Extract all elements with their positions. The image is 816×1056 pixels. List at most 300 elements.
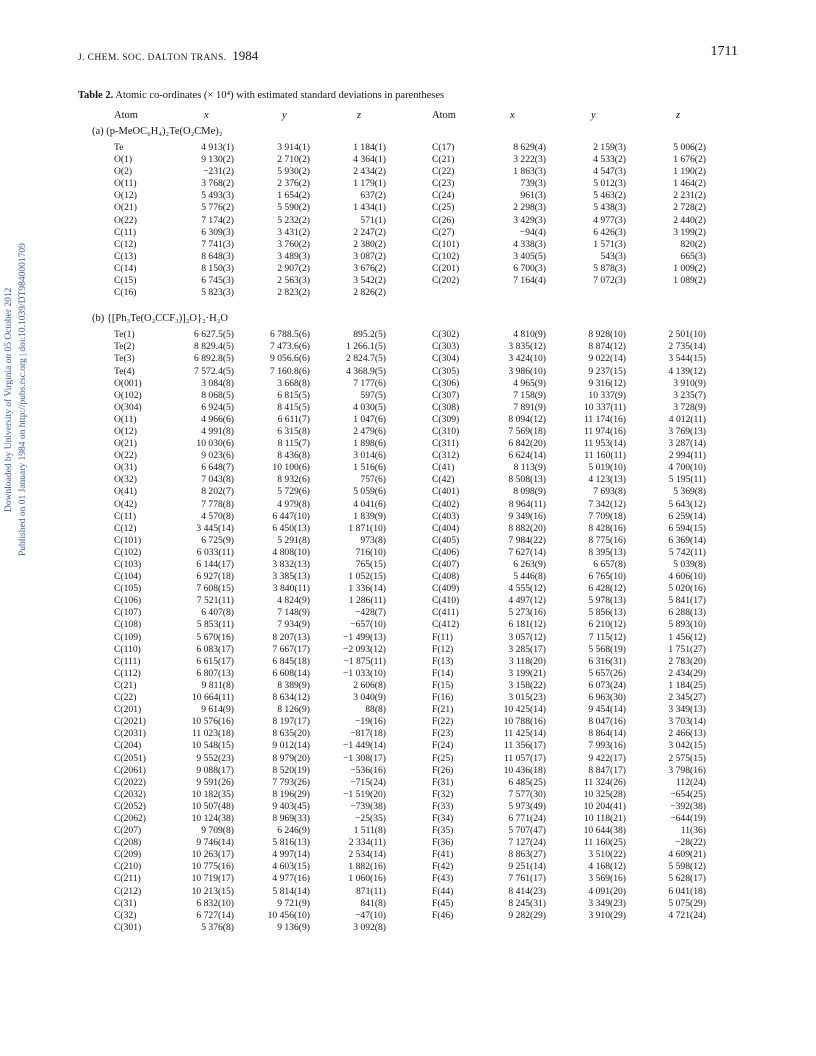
table-row	[0, 740, 816, 752]
cell-z: 6 041(18)	[668, 885, 706, 897]
cell-atom: C(207)	[114, 825, 142, 837]
cell-z: −1 519(20)	[343, 788, 386, 800]
cell-y: 6 428(12)	[588, 583, 626, 595]
cell-atom: C(27)	[432, 226, 455, 238]
cell-y: 5 856(13)	[588, 607, 626, 619]
cell-atom: C(108)	[114, 619, 142, 631]
cell-z: 5 893(10)	[668, 619, 706, 631]
cell-z: 1 184(25)	[668, 679, 706, 691]
col-header-z-2: z	[676, 110, 681, 121]
cell-z: 1 516(6)	[353, 462, 386, 474]
cell-y: 2 907(2)	[277, 262, 310, 274]
cell-atom: C(403)	[432, 510, 460, 522]
cell-z: 973(8)	[360, 534, 386, 546]
cell-y: 2 710(2)	[277, 154, 310, 166]
table-row	[0, 511, 816, 523]
cell-atom: C(202)	[432, 275, 460, 287]
cell-atom: C(107)	[114, 607, 142, 619]
cell-x: 8 245(31)	[508, 897, 546, 909]
cell-x: 6 083(17)	[196, 643, 234, 655]
cell-x: 3 158(22)	[508, 679, 546, 691]
cell-x: 5 376(8)	[201, 921, 234, 933]
cell-z: −536(16)	[350, 764, 386, 776]
table-row	[0, 499, 816, 511]
cell-y: 6 316(31)	[588, 655, 626, 667]
table-row	[0, 414, 816, 426]
cell-x: 10 263(17)	[191, 849, 234, 861]
cell-atom: C(2031)	[114, 728, 146, 740]
cell-atom: C(309)	[432, 413, 460, 425]
cell-z: 1 751(27)	[668, 643, 706, 655]
cell-y: 4 977(3)	[593, 214, 626, 226]
table-row	[0, 215, 816, 227]
cell-y: 10 204(41)	[583, 800, 626, 812]
cell-x: 8 094(12)	[508, 413, 546, 425]
cell-atom: C(407)	[432, 559, 460, 570]
cell-atom: C(25)	[432, 202, 455, 214]
cell-x: 6 033(11)	[196, 546, 234, 558]
cell-z: 1 456(12)	[668, 631, 706, 643]
cell-y: 3 914(1)	[277, 142, 310, 153]
cell-z: 5 195(11)	[668, 474, 706, 486]
cell-z: 4 721(24)	[668, 909, 706, 921]
cell-atom: F(26)	[432, 764, 454, 776]
cell-x: 7 158(9)	[513, 389, 546, 401]
cell-x: 10 124(38)	[191, 812, 234, 824]
cell-z: 2 575(15)	[668, 752, 706, 764]
cell-atom: C(22)	[432, 166, 455, 178]
cell-x: 9 130(2)	[201, 154, 234, 166]
cell-z: 571(1)	[360, 214, 386, 226]
cell-z: 871(11)	[355, 885, 386, 897]
cell-y: 6 426(3)	[593, 226, 626, 238]
cell-atom: O(22)	[114, 214, 137, 226]
cell-z: 765(15)	[355, 559, 386, 570]
cell-atom: F(32)	[432, 788, 454, 800]
cell-x: 4 570(8)	[201, 510, 234, 522]
cell-atom: C(14)	[114, 262, 137, 274]
cell-y: 9 056.6(6)	[270, 353, 310, 365]
cell-x: 2 298(3)	[513, 202, 546, 214]
cell-atom: C(101)	[114, 534, 142, 546]
download-notice: Downloaded by University of Virginia on 05 October 2012	[4, 287, 14, 513]
cell-y: 3 668(8)	[277, 377, 310, 389]
cell-z: −1 875(11)	[343, 655, 386, 667]
cell-atom: C(304)	[432, 353, 460, 365]
table-row	[0, 595, 816, 607]
cell-z: 2 434(29)	[668, 667, 706, 679]
cell-y: 9 316(12)	[588, 377, 626, 389]
cell-x: 9 088(17)	[196, 764, 234, 776]
cell-atom: C(106)	[114, 595, 142, 607]
cell-y: 6 210(12)	[588, 619, 626, 631]
cell-y: 9 022(14)	[588, 353, 626, 365]
cell-atom: F(33)	[432, 800, 454, 812]
cell-z: 4 012(11)	[668, 413, 706, 425]
cell-y: 543(3)	[600, 250, 626, 262]
cell-y: 5 978(13)	[588, 595, 626, 607]
cell-atom: O(304)	[114, 401, 142, 413]
table-row	[0, 239, 816, 251]
cell-z: 2 380(2)	[353, 238, 386, 250]
cell-x: 5 670(16)	[196, 631, 234, 643]
cell-x: 6 927(18)	[196, 571, 234, 583]
cell-y: 11 324(26)	[583, 776, 626, 788]
cell-y: 8 979(20)	[272, 752, 310, 764]
cell-x: 3 424(10)	[508, 353, 546, 365]
cell-y: 5 729(6)	[277, 486, 310, 498]
cell-x: 7 741(3)	[201, 238, 234, 250]
cell-x: 9 591(26)	[196, 776, 234, 788]
cell-z: 5 020(16)	[668, 583, 706, 595]
table-row	[0, 190, 816, 202]
cell-x: 6 615(17)	[196, 655, 234, 667]
cell-z: −392(38)	[670, 800, 706, 812]
cell-y: 6 765(10)	[588, 571, 626, 583]
cell-x: 5 707(47)	[508, 825, 546, 837]
cell-z: 6 259(14)	[668, 510, 706, 522]
cell-x: 5 776(2)	[201, 202, 234, 214]
cell-z: 1 434(1)	[353, 202, 386, 214]
cell-z: −1 449(14)	[343, 740, 386, 752]
section-a-title: (a) (p-MeOC₆H₄)₂Te(O₂CMe)₂	[92, 126, 223, 137]
cell-x: 5 446(8)	[513, 571, 546, 583]
cell-atom: F(45)	[432, 897, 454, 909]
cell-atom: C(23)	[432, 178, 455, 190]
cell-z: 6 369(14)	[668, 534, 706, 546]
cell-atom: O(102)	[114, 389, 142, 401]
cell-z: 637(2)	[360, 190, 386, 202]
cell-atom: O(12)	[114, 190, 137, 202]
table-caption-text: Atomic co-ordinates (× 10⁴) with estimated standard deviations in parentheses	[113, 90, 445, 101]
cell-atom: C(201)	[432, 262, 460, 274]
cell-z: 3 703(14)	[668, 716, 706, 728]
cell-z: 1 898(6)	[353, 438, 386, 450]
cell-y: 7 160.8(6)	[270, 365, 310, 377]
cell-atom: C(24)	[432, 190, 455, 202]
cell-y: 11 174(16)	[583, 413, 626, 425]
cell-z: −1 033(10)	[343, 667, 386, 679]
cell-y: 10 118(21)	[583, 812, 626, 824]
cell-atom: C(208)	[114, 837, 142, 849]
cell-y: 3 431(2)	[277, 226, 310, 238]
cell-x: 4 497(12)	[508, 595, 546, 607]
cell-y: 7 993(16)	[588, 740, 626, 752]
cell-y: 5 816(13)	[272, 837, 310, 849]
cell-x: 7 984(22)	[508, 534, 546, 546]
cell-y: 6 608(14)	[272, 667, 310, 679]
cell-x: 6 624(14)	[508, 450, 546, 462]
cell-x: 3 057(12)	[508, 631, 546, 643]
cell-z: 4 139(12)	[668, 365, 706, 377]
table-row	[0, 922, 816, 934]
cell-x: 961(3)	[520, 190, 546, 202]
cell-z: 757(6)	[360, 474, 386, 486]
cell-y: 10 337(11)	[583, 401, 626, 413]
table-row	[0, 668, 816, 680]
cell-x: 3 835(12)	[508, 341, 546, 353]
cell-atom: C(12)	[114, 522, 137, 534]
cell-z: 4 368.9(5)	[346, 365, 386, 377]
table-row	[0, 789, 816, 801]
cell-y: 3 832(13)	[272, 559, 310, 570]
cell-z: 3 728(9)	[673, 401, 706, 413]
cell-z: 4 030(5)	[353, 401, 386, 413]
cell-atom: C(105)	[114, 583, 142, 595]
cell-z: 820(2)	[680, 238, 706, 250]
cell-atom: C(102)	[432, 250, 460, 262]
table-row	[0, 583, 816, 595]
cell-x: 6 700(3)	[513, 262, 546, 274]
cell-x: 3 199(21)	[508, 667, 546, 679]
table-row	[0, 728, 816, 740]
cell-x: 6 309(3)	[201, 226, 234, 238]
cell-z: 1 882(16)	[348, 861, 386, 873]
cell-x: 10 425(14)	[503, 704, 546, 716]
cell-x: 3 222(3)	[513, 154, 546, 166]
section-b-title: (b) {[Ph₃Te(O₂CCF₃)]₂O}₂·H₂O	[92, 313, 229, 325]
cell-y: 3 910(29)	[588, 909, 626, 921]
table-row	[0, 813, 816, 825]
col-header-x: x	[204, 110, 209, 121]
cell-x: 7 164(4)	[513, 275, 546, 287]
cell-z: −644(19)	[670, 812, 706, 824]
cell-y: 10 337(9)	[588, 389, 626, 401]
cell-atom: F(23)	[432, 728, 454, 740]
cell-y: 5 657(26)	[588, 667, 626, 679]
cell-x: 739(3)	[520, 178, 546, 190]
cell-y: 3 385(13)	[272, 571, 310, 583]
cell-y: 9 237(15)	[588, 365, 626, 377]
table-row	[0, 462, 816, 474]
cell-x: 6 407(8)	[201, 607, 234, 619]
section-a-rows	[0, 142, 816, 299]
cell-y: 10 100(6)	[272, 462, 310, 474]
cell-x: 6 924(5)	[201, 401, 234, 413]
cell-x: 3 429(3)	[513, 214, 546, 226]
table-row	[0, 366, 816, 378]
cell-y: 2 159(3)	[593, 142, 626, 153]
col-header-y-2: y	[591, 110, 596, 121]
cell-atom: C(42)	[432, 474, 455, 486]
cell-y: 9 012(14)	[272, 740, 310, 752]
cell-atom: F(41)	[432, 849, 454, 861]
cell-atom: C(212)	[114, 885, 142, 897]
cell-x: 3 118(20)	[508, 655, 546, 667]
table-row	[0, 692, 816, 704]
cell-y: 9 721(9)	[277, 897, 310, 909]
cell-x: 4 965(9)	[513, 377, 546, 389]
table-row	[0, 535, 816, 547]
cell-y: 7 667(17)	[272, 643, 310, 655]
page-header	[78, 44, 738, 66]
cell-z: 1 179(1)	[353, 178, 386, 190]
cell-atom: C(15)	[114, 275, 137, 287]
cell-z: −657(10)	[350, 619, 386, 631]
cell-y: 7 709(18)	[588, 510, 626, 522]
cell-z: 2 479(6)	[353, 425, 386, 437]
col-header-x-2: x	[510, 110, 515, 121]
publication-link[interactable]: Published on 01 January 1984 on http://pubs.rsc.org | doi:10.1039/DT9840001709	[18, 243, 28, 557]
cell-z: 5 369(8)	[673, 486, 706, 498]
cell-y: 2 376(2)	[277, 178, 310, 190]
cell-z: −428(7)	[355, 607, 386, 619]
cell-y: 4 168(12)	[588, 861, 626, 873]
cell-x: 8 648(3)	[201, 250, 234, 262]
table-row	[0, 178, 816, 190]
table-row	[0, 523, 816, 535]
cell-y: 4 997(14)	[272, 849, 310, 861]
cell-atom: C(406)	[432, 546, 460, 558]
cell-atom: O(001)	[114, 377, 142, 389]
cell-x: 9 614(9)	[201, 704, 234, 716]
cell-z: 5 598(12)	[668, 861, 706, 873]
cell-x: 9 811(8)	[201, 679, 234, 691]
cell-z: 2 247(2)	[353, 226, 386, 238]
cell-x: 3 015(23)	[508, 692, 546, 704]
cell-y: 3 840(11)	[272, 583, 310, 595]
cell-atom: Te(2)	[114, 341, 135, 353]
cell-y: 8 969(33)	[272, 812, 310, 824]
cell-x: 9 552(23)	[196, 752, 234, 764]
cell-x: 7 521(11)	[196, 595, 234, 607]
cell-y: 4 603(15)	[272, 861, 310, 873]
cell-atom: C(210)	[114, 861, 142, 873]
cell-atom: F(24)	[432, 740, 454, 752]
cell-z: 112(24)	[675, 776, 706, 788]
cell-y: 5 232(2)	[277, 214, 310, 226]
cell-y: 10 325(28)	[583, 788, 626, 800]
cell-z: 3 542(2)	[353, 275, 386, 287]
table-row	[0, 910, 816, 922]
cell-atom: C(409)	[432, 583, 460, 595]
table-row	[0, 571, 816, 583]
cell-z: 6 594(15)	[668, 522, 706, 534]
cell-z: 3 014(6)	[353, 450, 386, 462]
cell-z: 2 728(2)	[673, 202, 706, 214]
cell-y: 8 415(5)	[277, 401, 310, 413]
cell-atom: C(211)	[114, 873, 141, 885]
cell-atom: O(1)	[114, 154, 133, 166]
cell-atom: C(111)	[114, 655, 141, 667]
coordinates-table	[0, 110, 816, 934]
cell-x: 10 576(16)	[191, 716, 234, 728]
cell-atom: C(17)	[432, 142, 455, 153]
cell-z: 1 336(14)	[348, 583, 386, 595]
cell-x: 3 405(5)	[513, 250, 546, 262]
cell-x: 6 842(20)	[508, 438, 546, 450]
cell-x: 9 746(14)	[196, 837, 234, 849]
cell-atom: F(34)	[432, 812, 454, 824]
table-row	[0, 486, 816, 498]
cell-y: 7 148(9)	[277, 607, 310, 619]
cell-y: 11 953(14)	[583, 438, 626, 450]
cell-x: 8 882(20)	[508, 522, 546, 534]
cell-z: −654(25)	[670, 788, 706, 800]
cell-z: 4 609(21)	[668, 849, 706, 861]
cell-atom: O(31)	[114, 462, 137, 474]
cell-z: 2 994(11)	[668, 450, 706, 462]
cell-y: 8 932(6)	[277, 474, 310, 486]
cell-atom: C(41)	[432, 462, 455, 474]
cell-atom: C(32)	[114, 909, 137, 921]
cell-x: 11 425(14)	[503, 728, 546, 740]
cell-x: 3 986(10)	[508, 365, 546, 377]
cell-y: 5 463(2)	[593, 190, 626, 202]
cell-y: 2 823(2)	[277, 287, 310, 299]
table-row	[0, 275, 816, 287]
cell-x: 8 150(3)	[201, 262, 234, 274]
cell-y: 8 847(17)	[588, 764, 626, 776]
cell-y: 5 930(2)	[277, 166, 310, 178]
cell-x: 11 057(17)	[503, 752, 546, 764]
cell-z: 5 628(17)	[668, 873, 706, 885]
cell-z: 3 040(9)	[353, 692, 386, 704]
cell-x: −94(4)	[519, 226, 546, 238]
cell-z: 6 288(13)	[668, 607, 706, 619]
cell-z: 7 177(6)	[353, 377, 386, 389]
cell-y: 3 349(23)	[588, 897, 626, 909]
table-row	[0, 559, 816, 571]
cell-y: 7 072(3)	[593, 275, 626, 287]
cell-atom: F(46)	[432, 909, 454, 921]
cell-atom: C(110)	[114, 643, 141, 655]
cell-y: 7 793(26)	[272, 776, 310, 788]
cell-z: 5 039(8)	[673, 559, 706, 570]
cell-atom: C(26)	[432, 214, 455, 226]
cell-y: 1 571(3)	[593, 238, 626, 250]
cell-atom: F(14)	[432, 667, 454, 679]
cell-atom: Te(4)	[114, 365, 135, 377]
cell-y: 8 864(14)	[588, 728, 626, 740]
cell-x: −231(2)	[203, 166, 234, 178]
cell-z: 1 052(15)	[348, 571, 386, 583]
cell-x: 9 023(6)	[201, 450, 234, 462]
cell-z: −28(22)	[675, 837, 706, 849]
cell-x: 10 775(16)	[191, 861, 234, 873]
page-number: 1711	[710, 44, 738, 59]
cell-atom: Te(1)	[114, 329, 135, 341]
table-row	[0, 263, 816, 275]
table-row	[0, 142, 816, 154]
cell-z: 2 466(13)	[668, 728, 706, 740]
cell-y: 8 635(20)	[272, 728, 310, 740]
cell-y: 6 447(10)	[272, 510, 310, 522]
cell-z: 3 910(9)	[673, 377, 706, 389]
cell-atom: C(204)	[114, 740, 142, 752]
cell-atom: C(303)	[432, 341, 460, 353]
cell-z: 4 364(1)	[353, 154, 386, 166]
cell-y: 6 450(13)	[272, 522, 310, 534]
cell-atom: F(13)	[432, 655, 454, 667]
cell-y: 2 563(3)	[277, 275, 310, 287]
cell-y: 10 644(38)	[583, 825, 626, 837]
cell-z: 3 287(14)	[668, 438, 706, 450]
cell-y: 11 160(11)	[584, 450, 626, 462]
table-row	[0, 680, 816, 692]
cell-x: 3 445(14)	[196, 522, 234, 534]
cell-atom: O(32)	[114, 474, 137, 486]
cell-z: 4 606(10)	[668, 571, 706, 583]
cell-x: 10 030(6)	[196, 438, 234, 450]
cell-z: 1 047(6)	[353, 413, 386, 425]
cell-y: 3 510(22)	[588, 849, 626, 861]
cell-atom: F(12)	[432, 643, 454, 655]
cell-z: 841(8)	[360, 897, 386, 909]
cell-atom: C(310)	[432, 425, 460, 437]
cell-z: −1 499(13)	[343, 631, 386, 643]
cell-atom: C(402)	[432, 498, 460, 510]
